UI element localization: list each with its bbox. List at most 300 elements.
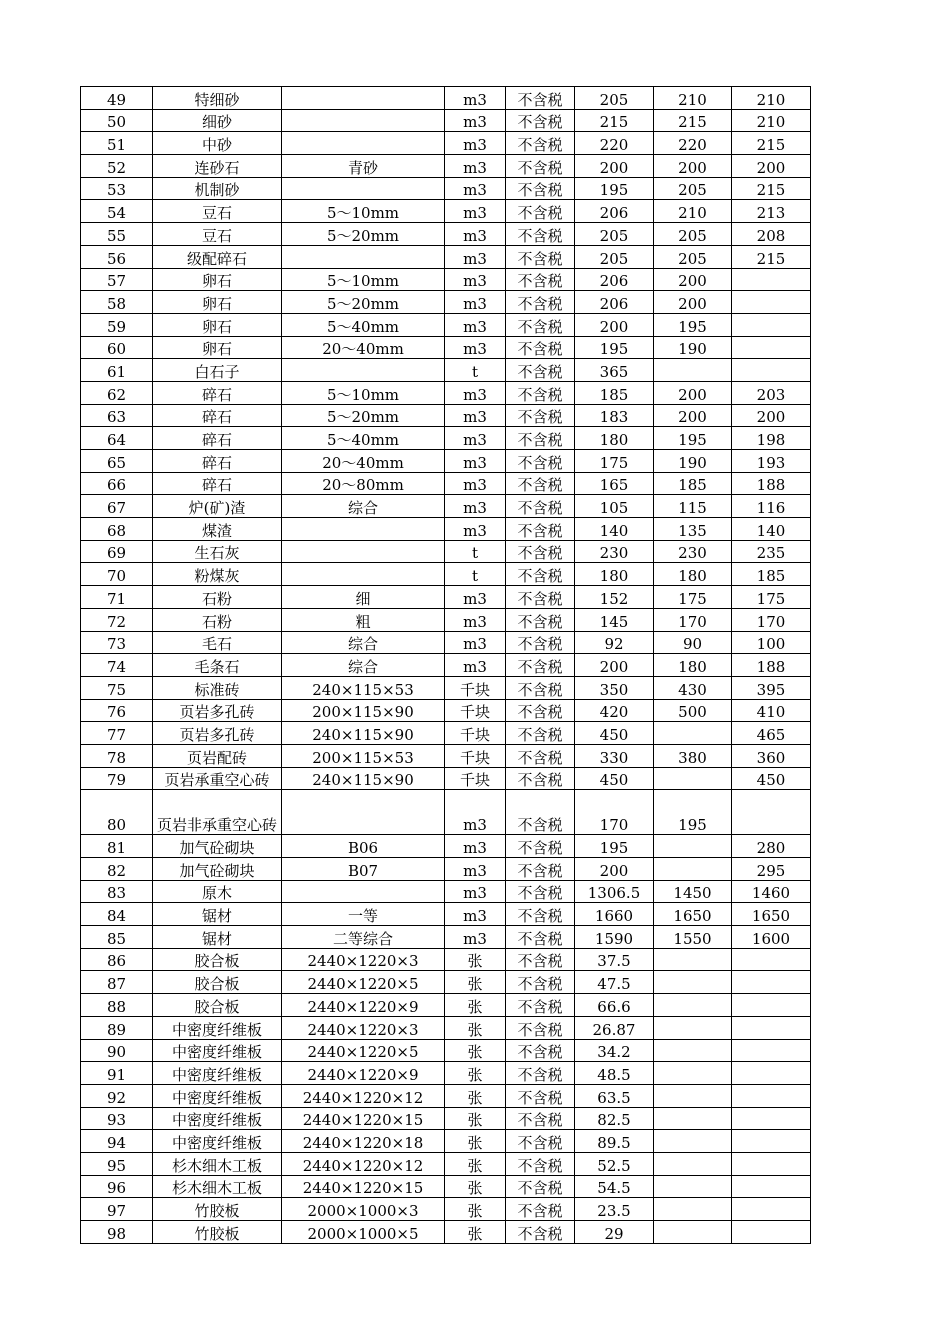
price-cell-1: 180 [575, 563, 654, 586]
price-cell-2 [654, 722, 732, 745]
price-cell-1: 200 [575, 858, 654, 881]
unit-cell: m3 [445, 381, 506, 404]
unit-cell: m3 [445, 835, 506, 858]
unit-cell: m3 [445, 268, 506, 291]
price-cell-2: 500 [654, 699, 732, 722]
unit-cell: m3 [445, 404, 506, 427]
row-number-cell: 51 [81, 132, 153, 155]
tax-note-cell: 不含税 [506, 1039, 575, 1062]
row-number-cell: 83 [81, 880, 153, 903]
tax-note-cell: 不含税 [506, 450, 575, 473]
spec-cell: 240×115×90 [282, 722, 445, 745]
price-cell-1: 26.87 [575, 1016, 654, 1039]
spec-cell [282, 790, 445, 835]
unit-cell: m3 [445, 291, 506, 314]
price-cell-2 [654, 1016, 732, 1039]
price-cell-1: 420 [575, 699, 654, 722]
table-row [81, 268, 811, 291]
price-cell-3 [732, 1198, 811, 1221]
spec-cell [282, 132, 445, 155]
price-cell-3: 208 [732, 223, 811, 246]
row-number-cell: 65 [81, 450, 153, 473]
material-name-cell: 豆石 [153, 200, 282, 223]
tax-note-cell: 不含税 [506, 109, 575, 132]
unit-cell: 千块 [445, 722, 506, 745]
price-cell-1: 195 [575, 177, 654, 200]
tax-note-cell: 不含税 [506, 518, 575, 541]
price-cell-3: 100 [732, 631, 811, 654]
price-cell-1: 206 [575, 268, 654, 291]
price-cell-1: 450 [575, 722, 654, 745]
tax-note-cell: 不含税 [506, 971, 575, 994]
material-name-cell: 毛石 [153, 631, 282, 654]
price-cell-1: 205 [575, 87, 654, 110]
price-cell-3: 210 [732, 109, 811, 132]
price-cell-2 [654, 1175, 732, 1198]
unit-cell: 张 [445, 1016, 506, 1039]
price-cell-3: 215 [732, 177, 811, 200]
material-name-cell: 细砂 [153, 109, 282, 132]
price-cell-1: 66.6 [575, 994, 654, 1017]
tax-note-cell: 不含税 [506, 1107, 575, 1130]
unit-cell: 张 [445, 1084, 506, 1107]
material-name-cell: 煤渣 [153, 518, 282, 541]
material-name-cell: 页岩承重空心砖 [153, 767, 282, 790]
price-cell-1: 230 [575, 540, 654, 563]
table-row [81, 676, 811, 699]
price-cell-2: 135 [654, 518, 732, 541]
price-cell-3: 213 [732, 200, 811, 223]
material-name-cell: 粉煤灰 [153, 563, 282, 586]
price-cell-1: 92 [575, 631, 654, 654]
material-name-cell: 胶合板 [153, 971, 282, 994]
price-cell-1: 195 [575, 835, 654, 858]
price-cell-1: 180 [575, 427, 654, 450]
table-row [81, 109, 811, 132]
spec-cell [282, 109, 445, 132]
unit-cell: m3 [445, 109, 506, 132]
price-cell-3 [732, 971, 811, 994]
price-cell-1: 145 [575, 608, 654, 631]
tax-note-cell: 不含税 [506, 631, 575, 654]
unit-cell: m3 [445, 586, 506, 609]
price-cell-2: 170 [654, 608, 732, 631]
tax-note-cell: 不含税 [506, 994, 575, 1017]
price-cell-1: 200 [575, 155, 654, 178]
material-name-cell: 杉木细木工板 [153, 1152, 282, 1175]
table-row [81, 200, 811, 223]
table-row [81, 359, 811, 382]
price-cell-3 [732, 994, 811, 1017]
tax-note-cell: 不含税 [506, 676, 575, 699]
material-name-cell: 机制砂 [153, 177, 282, 200]
table-row [81, 563, 811, 586]
table-row [81, 654, 811, 677]
tax-note-cell: 不含税 [506, 427, 575, 450]
price-cell-2 [654, 1221, 732, 1244]
table-row [81, 1107, 811, 1130]
price-cell-3: 200 [732, 404, 811, 427]
spec-cell: 粗 [282, 608, 445, 631]
spec-cell: 5～40mm [282, 427, 445, 450]
table-row [81, 177, 811, 200]
tax-note-cell: 不含税 [506, 313, 575, 336]
price-cell-1: 175 [575, 450, 654, 473]
unit-cell: m3 [445, 450, 506, 473]
unit-cell: m3 [445, 518, 506, 541]
price-cell-2: 210 [654, 87, 732, 110]
price-cell-1: 365 [575, 359, 654, 382]
unit-cell: t [445, 540, 506, 563]
spec-cell: 2440×1220×5 [282, 1039, 445, 1062]
tax-note-cell: 不含税 [506, 699, 575, 722]
spec-cell: 2440×1220×9 [282, 994, 445, 1017]
tax-note-cell: 不含税 [506, 291, 575, 314]
row-number-cell: 91 [81, 1062, 153, 1085]
material-name-cell: 炉(矿)渣 [153, 495, 282, 518]
price-cell-1: 185 [575, 381, 654, 404]
unit-cell: m3 [445, 903, 506, 926]
table-row [81, 472, 811, 495]
row-number-cell: 86 [81, 948, 153, 971]
spec-cell: 20～40mm [282, 336, 445, 359]
material-name-cell: 中密度纤维板 [153, 1039, 282, 1062]
row-number-cell: 90 [81, 1039, 153, 1062]
table-row [81, 291, 811, 314]
tax-note-cell: 不含税 [506, 381, 575, 404]
price-cell-2: 195 [654, 313, 732, 336]
price-cell-2: 430 [654, 676, 732, 699]
material-name-cell: 中密度纤维板 [153, 1107, 282, 1130]
table-row [81, 744, 811, 767]
row-number-cell: 84 [81, 903, 153, 926]
price-cell-2 [654, 1107, 732, 1130]
row-number-cell: 78 [81, 744, 153, 767]
material-name-cell: 杉木细木工板 [153, 1175, 282, 1198]
price-cell-2 [654, 1062, 732, 1085]
spec-cell: 2440×1220×18 [282, 1130, 445, 1153]
price-cell-2: 90 [654, 631, 732, 654]
unit-cell: 张 [445, 1221, 506, 1244]
row-number-cell: 73 [81, 631, 153, 654]
material-name-cell: 中密度纤维板 [153, 1016, 282, 1039]
unit-cell: m3 [445, 132, 506, 155]
tax-note-cell: 不含税 [506, 200, 575, 223]
tax-note-cell: 不含税 [506, 1221, 575, 1244]
tax-note-cell: 不含税 [506, 858, 575, 881]
table-row [81, 1130, 811, 1153]
price-cell-1: 195 [575, 336, 654, 359]
spec-cell: 2440×1220×9 [282, 1062, 445, 1085]
price-cell-2 [654, 1130, 732, 1153]
price-cell-2: 175 [654, 586, 732, 609]
price-cell-3: 1650 [732, 903, 811, 926]
material-name-cell: 原木 [153, 880, 282, 903]
table-row [81, 722, 811, 745]
price-cell-2: 1650 [654, 903, 732, 926]
row-number-cell: 52 [81, 155, 153, 178]
price-cell-2: 200 [654, 268, 732, 291]
table-row [81, 1198, 811, 1221]
price-cell-2 [654, 1084, 732, 1107]
price-cell-2 [654, 1152, 732, 1175]
spec-cell [282, 359, 445, 382]
price-cell-3 [732, 359, 811, 382]
tax-note-cell: 不含税 [506, 1175, 575, 1198]
price-cell-3 [732, 1107, 811, 1130]
price-cell-2: 180 [654, 654, 732, 677]
table-row [81, 699, 811, 722]
price-cell-3: 200 [732, 155, 811, 178]
material-name-cell: 中砂 [153, 132, 282, 155]
row-number-cell: 94 [81, 1130, 153, 1153]
row-number-cell: 72 [81, 608, 153, 631]
price-cell-1: 350 [575, 676, 654, 699]
price-cell-2 [654, 858, 732, 881]
table-row [81, 608, 811, 631]
row-number-cell: 67 [81, 495, 153, 518]
spec-cell [282, 245, 445, 268]
spec-cell: 2440×1220×5 [282, 971, 445, 994]
price-cell-3: 1460 [732, 880, 811, 903]
unit-cell: 张 [445, 1130, 506, 1153]
table-row [81, 1016, 811, 1039]
price-table [80, 86, 811, 1244]
row-number-cell: 70 [81, 563, 153, 586]
table-row [81, 767, 811, 790]
price-cell-3 [732, 948, 811, 971]
price-cell-1: 47.5 [575, 971, 654, 994]
spec-cell: 5～20mm [282, 404, 445, 427]
price-cell-1: 1306.5 [575, 880, 654, 903]
unit-cell: 张 [445, 1152, 506, 1175]
material-name-cell: 标准砖 [153, 676, 282, 699]
row-number-cell: 76 [81, 699, 153, 722]
price-cell-2 [654, 971, 732, 994]
unit-cell: 千块 [445, 699, 506, 722]
price-cell-2: 1550 [654, 926, 732, 949]
price-cell-2: 185 [654, 472, 732, 495]
price-cell-3 [732, 268, 811, 291]
table-row [81, 1084, 811, 1107]
tax-note-cell: 不含税 [506, 1130, 575, 1153]
price-cell-2: 220 [654, 132, 732, 155]
price-cell-1: 1590 [575, 926, 654, 949]
price-cell-3 [732, 1016, 811, 1039]
price-cell-2: 195 [654, 427, 732, 450]
price-cell-2: 200 [654, 155, 732, 178]
tax-note-cell: 不含税 [506, 87, 575, 110]
spec-cell: 2440×1220×3 [282, 948, 445, 971]
unit-cell: m3 [445, 336, 506, 359]
tax-note-cell: 不含税 [506, 880, 575, 903]
material-name-cell: 锯材 [153, 926, 282, 949]
row-number-cell: 88 [81, 994, 153, 1017]
price-cell-3: 410 [732, 699, 811, 722]
price-cell-3 [732, 790, 811, 835]
material-name-cell: 卵石 [153, 291, 282, 314]
price-cell-1: 206 [575, 291, 654, 314]
material-name-cell: 胶合板 [153, 948, 282, 971]
price-cell-2 [654, 994, 732, 1017]
price-cell-3: 185 [732, 563, 811, 586]
row-number-cell: 68 [81, 518, 153, 541]
tax-note-cell: 不含税 [506, 563, 575, 586]
spec-cell: 20～80mm [282, 472, 445, 495]
price-cell-2 [654, 359, 732, 382]
unit-cell: m3 [445, 223, 506, 246]
spec-cell [282, 87, 445, 110]
material-name-cell: 中密度纤维板 [153, 1130, 282, 1153]
unit-cell: m3 [445, 177, 506, 200]
spec-cell: 2440×1220×12 [282, 1084, 445, 1107]
row-number-cell: 60 [81, 336, 153, 359]
row-number-cell: 55 [81, 223, 153, 246]
spec-cell: 细 [282, 586, 445, 609]
price-cell-1: 330 [575, 744, 654, 767]
price-cell-2 [654, 1039, 732, 1062]
table-row [81, 971, 811, 994]
price-cell-2: 1450 [654, 880, 732, 903]
unit-cell: 千块 [445, 767, 506, 790]
price-cell-3: 280 [732, 835, 811, 858]
spec-cell: 2440×1220×3 [282, 1016, 445, 1039]
price-cell-2: 205 [654, 177, 732, 200]
price-cell-3: 1600 [732, 926, 811, 949]
material-name-cell: 页岩多孔砖 [153, 699, 282, 722]
price-cell-1: 183 [575, 404, 654, 427]
material-name-cell: 特细砂 [153, 87, 282, 110]
tax-note-cell: 不含税 [506, 472, 575, 495]
material-name-cell: 竹胶板 [153, 1221, 282, 1244]
row-number-cell: 50 [81, 109, 153, 132]
table-row [81, 336, 811, 359]
tax-note-cell: 不含税 [506, 1198, 575, 1221]
spec-cell: 5～10mm [282, 381, 445, 404]
row-number-cell: 66 [81, 472, 153, 495]
price-cell-1: 205 [575, 223, 654, 246]
material-name-cell: 胶合板 [153, 994, 282, 1017]
price-cell-1: 170 [575, 790, 654, 835]
price-cell-2: 210 [654, 200, 732, 223]
row-number-cell: 62 [81, 381, 153, 404]
table-row [81, 132, 811, 155]
row-number-cell: 96 [81, 1175, 153, 1198]
table-row [81, 245, 811, 268]
price-cell-3: 215 [732, 132, 811, 155]
unit-cell: t [445, 563, 506, 586]
row-number-cell: 58 [81, 291, 153, 314]
price-cell-3: 450 [732, 767, 811, 790]
table-row [81, 1062, 811, 1085]
material-name-cell: 页岩配砖 [153, 744, 282, 767]
price-cell-1: 82.5 [575, 1107, 654, 1130]
row-number-cell: 82 [81, 858, 153, 881]
price-cell-1: 23.5 [575, 1198, 654, 1221]
row-number-cell: 61 [81, 359, 153, 382]
table-row [81, 1221, 811, 1244]
unit-cell: m3 [445, 155, 506, 178]
price-cell-1: 37.5 [575, 948, 654, 971]
material-name-cell: 生石灰 [153, 540, 282, 563]
row-number-cell: 69 [81, 540, 153, 563]
unit-cell: m3 [445, 880, 506, 903]
tax-note-cell: 不含税 [506, 790, 575, 835]
price-cell-2 [654, 1198, 732, 1221]
price-cell-3: 170 [732, 608, 811, 631]
table-row [81, 381, 811, 404]
tax-note-cell: 不含税 [506, 132, 575, 155]
tax-note-cell: 不含税 [506, 722, 575, 745]
tax-note-cell: 不含税 [506, 1016, 575, 1039]
material-name-cell: 碎石 [153, 450, 282, 473]
price-cell-3 [732, 291, 811, 314]
tax-note-cell: 不含税 [506, 223, 575, 246]
price-cell-2: 180 [654, 563, 732, 586]
table-row [81, 994, 811, 1017]
unit-cell: 张 [445, 1107, 506, 1130]
table-row [81, 903, 811, 926]
price-cell-3: 116 [732, 495, 811, 518]
unit-cell: 张 [445, 1062, 506, 1085]
price-cell-1: 152 [575, 586, 654, 609]
unit-cell: 张 [445, 1039, 506, 1062]
material-name-cell: 豆石 [153, 223, 282, 246]
price-cell-3 [732, 336, 811, 359]
table-row [81, 313, 811, 336]
price-cell-2: 200 [654, 291, 732, 314]
price-cell-3: 203 [732, 381, 811, 404]
tax-note-cell: 不含税 [506, 336, 575, 359]
table-row [81, 1039, 811, 1062]
table-row [81, 586, 811, 609]
row-number-cell: 64 [81, 427, 153, 450]
price-cell-3: 140 [732, 518, 811, 541]
price-cell-2: 200 [654, 381, 732, 404]
row-number-cell: 74 [81, 654, 153, 677]
unit-cell: m3 [445, 926, 506, 949]
unit-cell: m3 [445, 790, 506, 835]
row-number-cell: 79 [81, 767, 153, 790]
spec-cell [282, 518, 445, 541]
tax-note-cell: 不含税 [506, 245, 575, 268]
material-name-cell: 石粉 [153, 608, 282, 631]
price-cell-1: 140 [575, 518, 654, 541]
tax-note-cell: 不含税 [506, 177, 575, 200]
material-name-cell: 连砂石 [153, 155, 282, 178]
spec-cell: 2440×1220×15 [282, 1175, 445, 1198]
unit-cell: 千块 [445, 744, 506, 767]
table-row [81, 450, 811, 473]
table-row [81, 1152, 811, 1175]
table-row [81, 631, 811, 654]
spec-cell: 2000×1000×5 [282, 1221, 445, 1244]
price-cell-3: 295 [732, 858, 811, 881]
table-row [81, 518, 811, 541]
spec-cell: 一等 [282, 903, 445, 926]
price-cell-1: 450 [575, 767, 654, 790]
spec-cell: 综合 [282, 495, 445, 518]
row-number-cell: 85 [81, 926, 153, 949]
unit-cell: t [445, 359, 506, 382]
tax-note-cell: 不含税 [506, 926, 575, 949]
row-number-cell: 77 [81, 722, 153, 745]
table-row [81, 87, 811, 110]
spec-cell [282, 880, 445, 903]
unit-cell: 张 [445, 1175, 506, 1198]
spec-cell [282, 563, 445, 586]
material-name-cell: 白石子 [153, 359, 282, 382]
